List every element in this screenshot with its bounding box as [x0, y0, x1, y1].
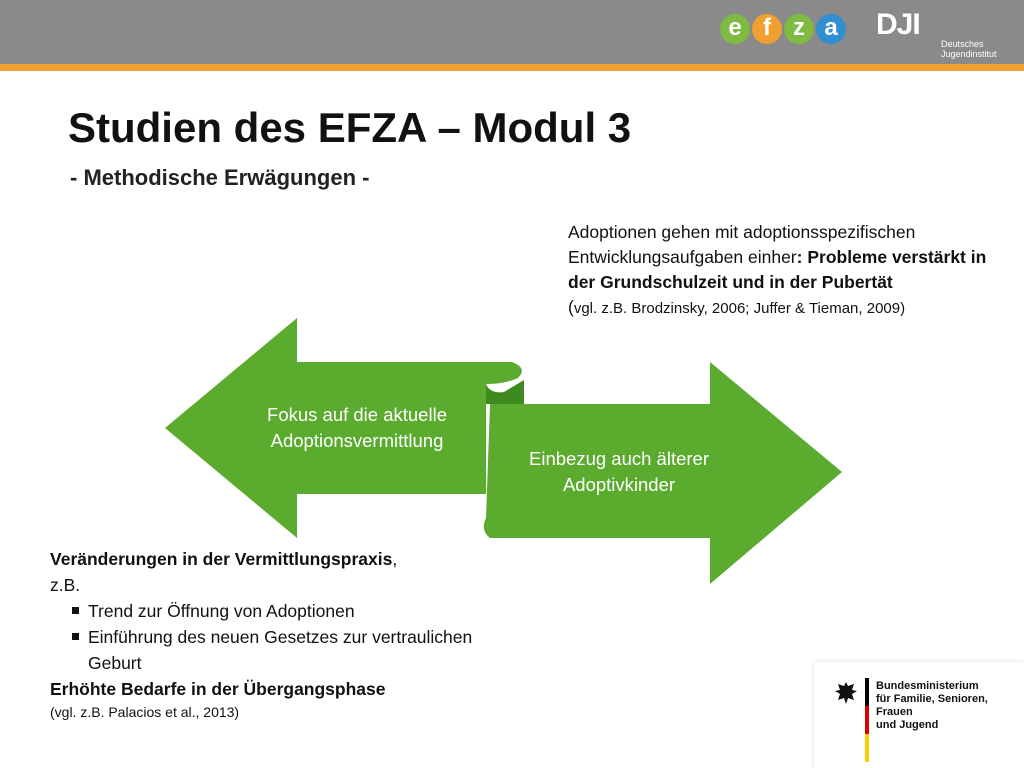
list-item: Trend zur Öffnung von Adoptionen — [70, 598, 480, 624]
ministry-line2: für Familie, Senioren, Frauen — [876, 693, 988, 718]
top-right-citation: vgl. z.B. Brodzinsky, 2006; Juffer & Tieman, 2009) — [573, 300, 906, 317]
list-item: Einführung des neuen Gesetzes zur vertraulichen Geburt — [70, 624, 480, 676]
dji-line2: Jugendinstitut — [941, 49, 997, 59]
efza-logo-letter: z — [784, 14, 814, 44]
ministry-logo — [814, 662, 1024, 768]
ministry-line3: und Jugend — [876, 719, 939, 731]
right-arrow-label: Einbezug auch älterer Adoptivkinder — [529, 448, 709, 495]
top-right-citation-paren: ( — [568, 297, 574, 317]
bottom-left-textblock — [50, 546, 480, 722]
top-right-bold-text: : Probleme verstärkt in der Grundschulzeit und in der Pubertät — [568, 247, 987, 292]
page-subtitle: - Methodische Erwägungen - — [70, 165, 370, 190]
ministry-name — [876, 680, 1024, 732]
dji-line1: Deutsches — [941, 39, 984, 49]
flag-stripe — [865, 678, 869, 762]
changes-list — [50, 598, 480, 676]
ministry-line1: Bundesministerium — [876, 680, 979, 692]
eagle-icon — [834, 680, 858, 706]
efza-logo-letter: f — [752, 14, 782, 44]
changes-heading-bold: Veränderungen in der Vermittlungspraxis — [50, 549, 393, 569]
top-right-text: Adoptionen gehen mit adoptionsspezifischen Entwicklungsaufgaben einher — [568, 222, 916, 267]
needs-heading — [50, 676, 480, 702]
efza-logo-letter: e — [720, 14, 750, 44]
needs-heading-bold: Erhöhte Bedarfe in der Übergangsphase — [50, 679, 386, 699]
left-arrow-label: Fokus auf die aktuelle Adoptionsvermittlung — [267, 404, 447, 451]
dji-logo-mark: DJI — [876, 8, 920, 41]
bottom-left-citation: (vgl. z.B. Palacios et al., 2013) — [50, 704, 240, 720]
changes-heading — [50, 546, 480, 572]
changes-heading-line2: z.B. — [50, 575, 81, 595]
page-title: Studien des EFZA – Modul 3 — [68, 104, 632, 151]
efza-logo-letter: a — [816, 14, 846, 44]
changes-heading-suffix: , — [392, 549, 398, 569]
